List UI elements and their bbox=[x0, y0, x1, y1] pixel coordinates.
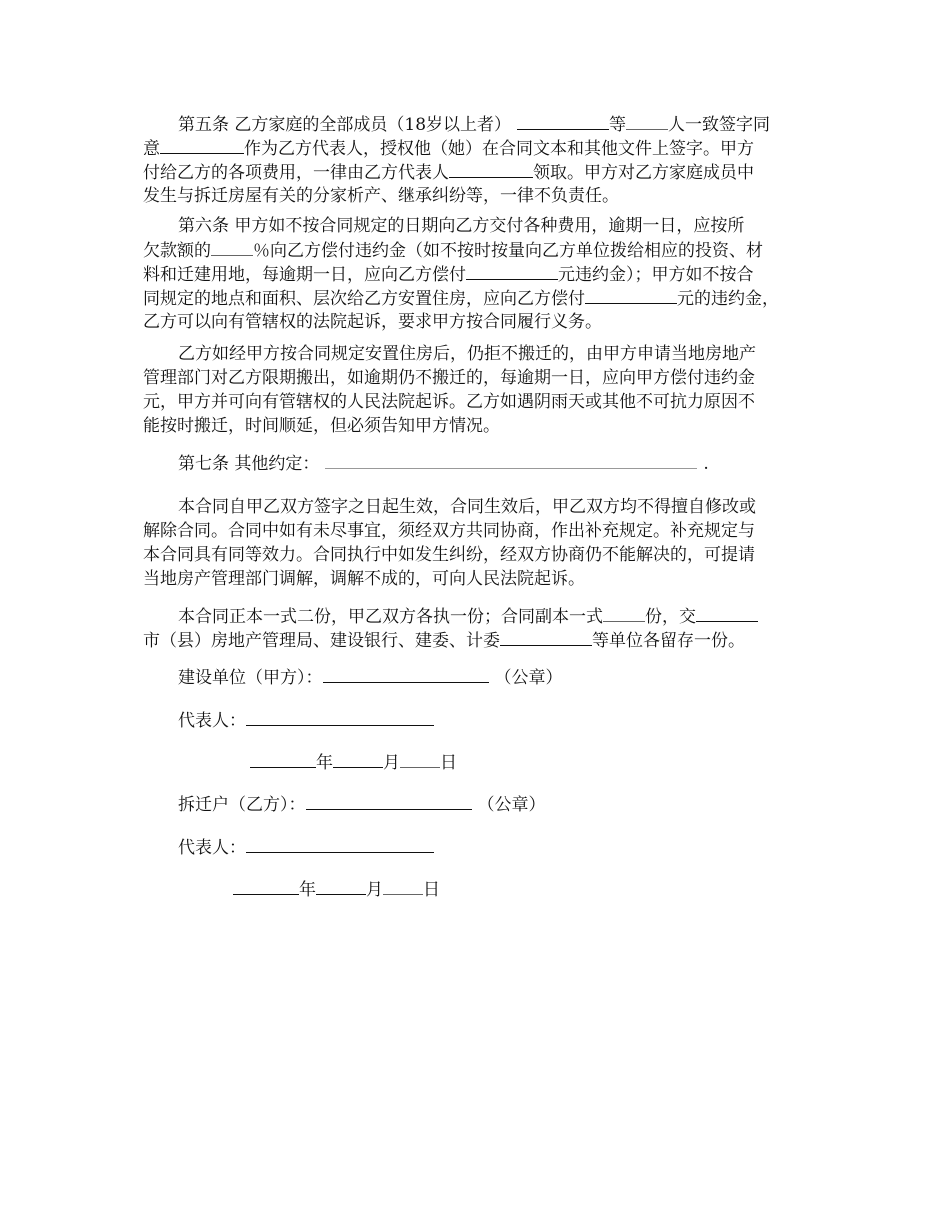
seal-label: （公章） bbox=[494, 668, 563, 688]
article-6-line-2 bbox=[143, 238, 823, 262]
party-b-blank bbox=[306, 792, 472, 810]
text-segment: ％向乙方偿付违约金（如不按时按量向乙方单位拨给相应的投资、材 bbox=[253, 241, 763, 261]
blank-housing-penalty bbox=[585, 286, 677, 304]
text-line: 管理部门对乙方限期搬出，如逾期仍不搬迁的，每逾期一日，应向甲方偿付违约金 bbox=[143, 368, 755, 388]
representative-blank bbox=[246, 835, 434, 853]
month-blank bbox=[333, 750, 383, 768]
article-5-line-2 bbox=[143, 136, 823, 160]
party-a-date bbox=[250, 750, 457, 774]
article-6-line-4 bbox=[143, 286, 823, 310]
text-segment: 份，交 bbox=[645, 607, 696, 627]
day-blank bbox=[383, 877, 423, 895]
party-b-representative bbox=[178, 835, 434, 859]
article-5-line-4 bbox=[143, 184, 823, 208]
party-b-signature bbox=[178, 792, 546, 816]
effectiveness-paragraph bbox=[143, 495, 823, 591]
blank-daily-penalty bbox=[466, 262, 558, 280]
text-segment: 本合同正本一式二份，甲乙双方各执一份；合同副本一式 bbox=[178, 607, 603, 627]
article-6-line-3 bbox=[143, 262, 823, 286]
blank-percent bbox=[211, 238, 253, 256]
blank-family-members bbox=[517, 112, 609, 130]
blank-other-units bbox=[500, 628, 592, 646]
text-segment: 市（县）房地产管理局、建设银行、建委、计委 bbox=[143, 631, 500, 651]
text-segment: . bbox=[703, 454, 709, 474]
blank-representative bbox=[160, 136, 244, 154]
party-a-label: 建设单位（甲方）： bbox=[178, 668, 323, 688]
article-6 bbox=[143, 214, 823, 334]
text-line: 当地房产管理部门调解，调解不成的，可向人民法院起诉。 bbox=[143, 569, 585, 589]
article-5 bbox=[143, 112, 823, 208]
text-segment: 付给乙方的各项费用，一律由乙方代表人 bbox=[143, 163, 449, 183]
text-line: 能按时搬迁，时间顺延，但必须告知甲方情况。 bbox=[143, 416, 500, 436]
party-a-representative bbox=[178, 708, 434, 732]
text-segment: 同规定的地点和面积、层次给乙方安置住房，应向乙方偿付 bbox=[143, 289, 585, 309]
year-label: 年 bbox=[316, 753, 333, 773]
blank-copy-count bbox=[603, 604, 645, 622]
article-5-line-3 bbox=[143, 160, 823, 184]
text-segment: 第五条 乙方家庭的全部成员（18岁以上者） bbox=[178, 115, 512, 135]
text-segment: 欠款额的 bbox=[143, 241, 211, 261]
representative-label: 代表人： bbox=[178, 838, 246, 858]
text-segment: 元违约金）；甲方如不按合 bbox=[558, 265, 754, 285]
text-line: 解除合同。合同中如有未尽事宜，须经双方共同协商，作出补充规定。补充规定与 bbox=[143, 521, 755, 541]
day-blank bbox=[400, 750, 440, 768]
text-segment: 作为乙方代表人，授权他（她）在合同文本和其他文件上签字。甲方 bbox=[244, 139, 754, 159]
blank-count bbox=[626, 112, 668, 130]
text-segment: 发生与拆迁房屋有关的分家析产、继承纠纷等，一律不负责任。 bbox=[143, 186, 619, 206]
text-line: 本合同自甲乙双方签字之日起生效，合同生效后，甲乙双方均不得擅自修改或 bbox=[178, 497, 756, 517]
year-blank bbox=[233, 877, 299, 895]
copies-line-1 bbox=[143, 604, 823, 628]
month-label: 月 bbox=[383, 753, 400, 773]
text-line: 元，甲方并可向有管辖权的人民法院起诉。乙方如遇阴雨天或其他不可抗力原因不 bbox=[143, 392, 755, 412]
text-segment: 料和迁建用地，每逾期一日，应向乙方偿付 bbox=[143, 265, 466, 285]
text-segment: 等 bbox=[609, 115, 627, 135]
copies-paragraph bbox=[143, 604, 823, 652]
text-segment: 第六条 甲方如不按合同规定的日期向乙方交付各种费用，逾期一日，应按所 bbox=[178, 216, 745, 236]
year-label: 年 bbox=[299, 880, 316, 900]
article-5-line-1 bbox=[143, 112, 823, 136]
article-7-line bbox=[143, 452, 823, 476]
text-line: 本合同具有同等效力。合同执行中如发生纠纷，经双方协商仍不能解决的，可提请 bbox=[143, 545, 755, 565]
article-6-line-5 bbox=[143, 310, 823, 334]
text-segment: 等单位各留存一份。 bbox=[592, 631, 745, 651]
text-segment: 意 bbox=[143, 139, 160, 159]
representative-label: 代表人： bbox=[178, 711, 246, 731]
party-a-blank bbox=[323, 665, 489, 683]
text-segment: 人一致签字同 bbox=[668, 115, 771, 135]
party-b-label: 拆迁户（乙方）： bbox=[178, 795, 306, 815]
text-segment: 第七条 其他约定： bbox=[178, 454, 320, 474]
text-segment: 领取。甲方对乙方家庭成员中 bbox=[533, 163, 754, 183]
text-line: 乙方如经甲方按合同规定安置住房后，仍拒不搬迁的，由甲方申请当地房地产 bbox=[178, 344, 756, 364]
month-label: 月 bbox=[366, 880, 383, 900]
text-segment: 乙方可以向有管辖权的法院起诉，要求甲方按合同履行义务。 bbox=[143, 312, 602, 332]
day-label: 日 bbox=[423, 880, 440, 900]
text-segment: 元的违约金， bbox=[677, 289, 779, 309]
blank-city bbox=[696, 604, 758, 622]
blank-recipient bbox=[449, 160, 533, 178]
article-6-line-1 bbox=[143, 214, 823, 238]
blank-other-terms bbox=[325, 453, 697, 469]
article-7 bbox=[143, 452, 823, 476]
month-blank bbox=[316, 877, 366, 895]
party-a-signature bbox=[178, 665, 563, 689]
representative-blank bbox=[246, 708, 434, 726]
seal-label: （公章） bbox=[477, 795, 546, 815]
relocation-paragraph bbox=[143, 342, 823, 438]
copies-line-2 bbox=[143, 628, 823, 652]
year-blank bbox=[250, 750, 316, 768]
day-label: 日 bbox=[440, 753, 457, 773]
party-b-date bbox=[233, 877, 440, 901]
